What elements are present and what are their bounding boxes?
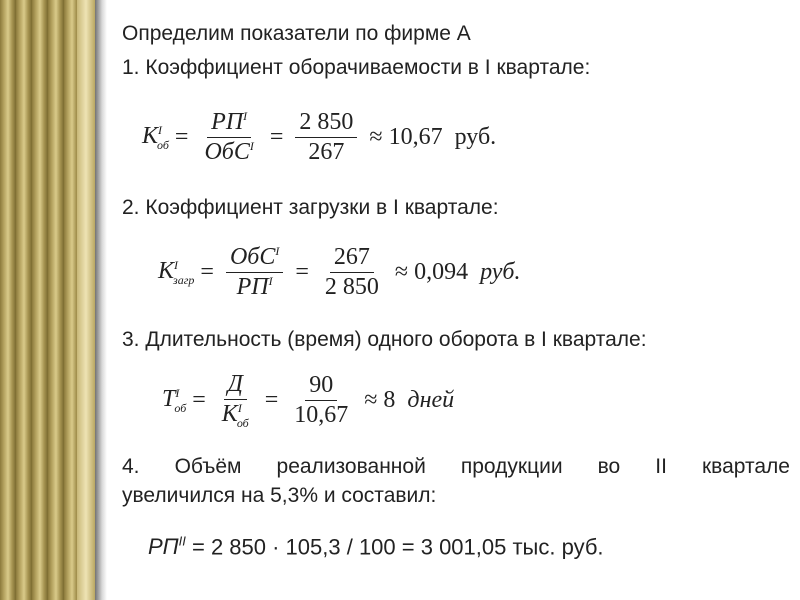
formula3-fraction-numeric: $\frac{90}{10,67}$ [294, 372, 349, 429]
item-4-label-line1: 4. Объём реализованной продукции во II квартале [122, 455, 790, 478]
decorative-side-border [0, 0, 95, 600]
formula1-fraction-numeric: $\frac{2 850}{267}$ [295, 110, 357, 165]
slide-content [122, 0, 792, 600]
formula2-fraction-numeric: $\frac{267}{2 850}$ [324, 244, 379, 301]
formula2-result: 0,094 [414, 259, 469, 286]
formula2-symbol: $K^I_{загр}$ [158, 257, 195, 287]
item-1-label: 1. Коэффициент оборачиваемости в I квартале: [122, 56, 591, 79]
formula4-lhs: $РП^{II}$ [148, 534, 186, 560]
border-shadow [95, 0, 107, 600]
formula1-fraction-symbolic: $\frac{РП^I}{ОбС^I}$ [204, 109, 254, 166]
formula2-fraction-symbolic: $\frac{ОбС^I}{РП^I}$ [226, 245, 283, 300]
formula3-result: 8 [383, 387, 396, 414]
formula-turnover-ratio: $K^I_{об}$ = $\frac{РП^I}{ОбС^I}$ = $\frac{2 850}{267}$ ≈ 10,67 руб. [142, 109, 497, 166]
formula-load-ratio: $K^I_{загр}$ = $\frac{ОбС^I}{РП^I}$ = $\frac{267}{2 850}$ ≈ 0,094 руб. [158, 244, 521, 301]
formula3-symbol: $T^I_{об}$ [162, 385, 187, 415]
item-2-label: 2. Коэффициент загрузки в I квартале: [122, 196, 499, 219]
slide-heading: Определим показатели по фирме А [122, 22, 471, 45]
formula1-result: 10,67 [388, 124, 443, 151]
formula-turnover-duration: $T^I_{об}$ = $\frac{Д}{K^I_{об}}$ = $\frac{90}{10,67}$ ≈ 8 дней [162, 371, 455, 430]
formula3-unit: дней [407, 387, 455, 414]
formula3-fraction-symbolic: $\frac{Д}{K^I_{об}}$ [221, 371, 249, 430]
item-4-label-line2: увеличился на 5,3% и составил: [122, 484, 437, 507]
formula4-expression: = 2 850 · 105,3 / 100 = 3 001,05 тыс. руб. [191, 534, 604, 560]
formula1-symbol: $K^I_{об}$ [142, 122, 169, 152]
formula1-unit: руб. [454, 124, 497, 151]
formula2-unit: руб. [480, 259, 521, 286]
item-3-label: 3. Длительность (время) одного оборота в I квартале: [122, 328, 647, 351]
formula-q2-volume [148, 534, 604, 560]
